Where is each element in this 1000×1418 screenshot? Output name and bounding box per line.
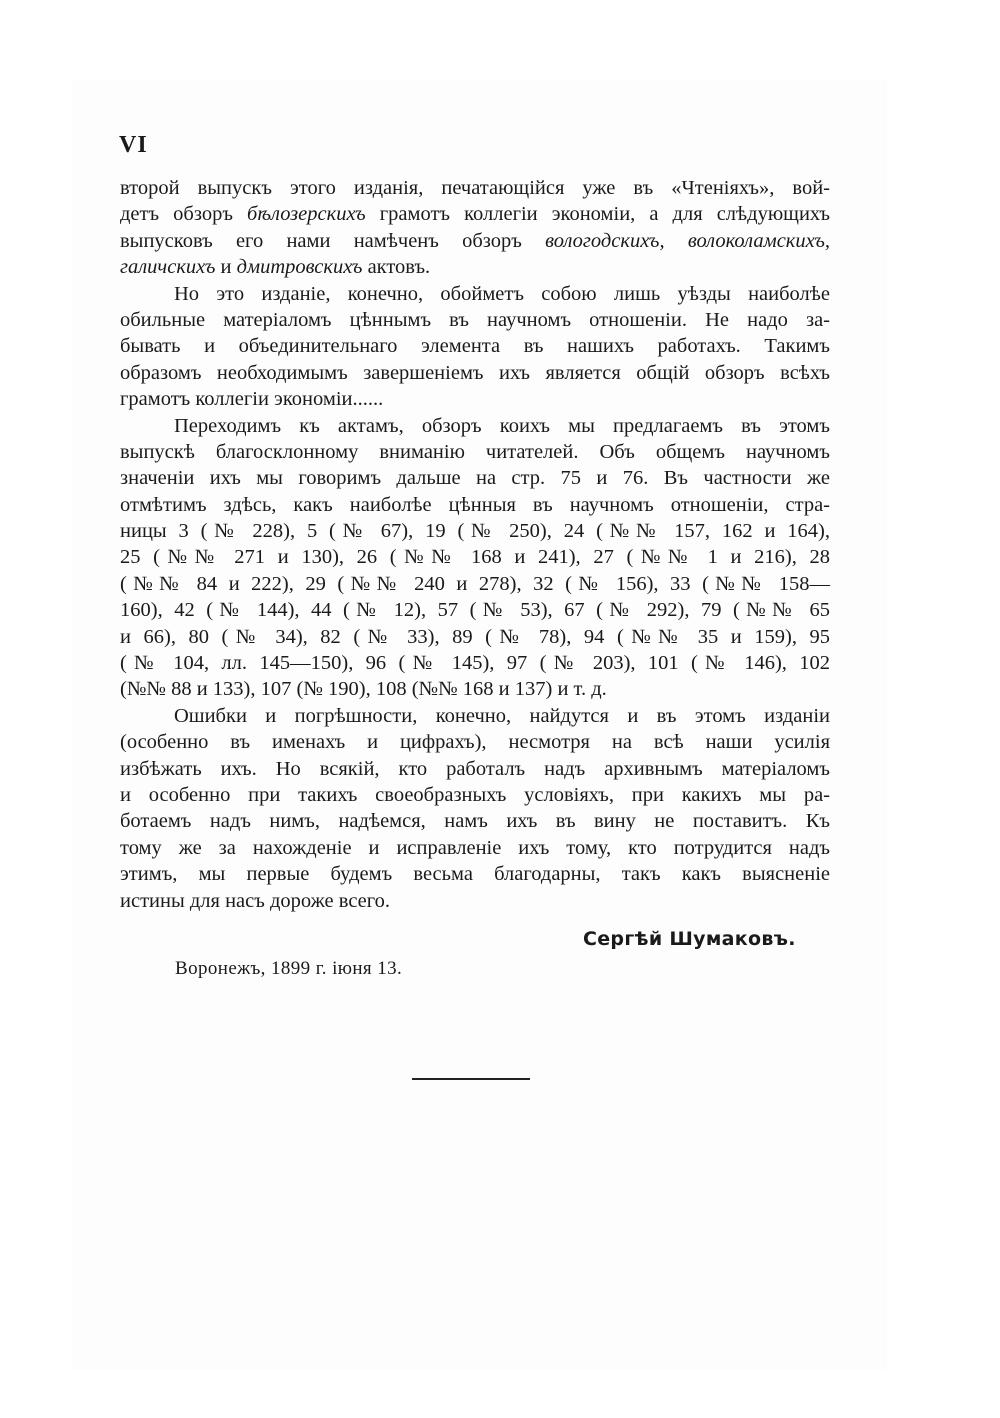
- text-line: Ошибки и погрѣшности, конечно, найдутся и въ этомъ изданіи: [174, 704, 830, 727]
- paragraph-2: [120, 281, 830, 413]
- text-line: Переходимъ къ актамъ, обзоръ коихъ мы предлагаемъ въ этомъ: [174, 414, 830, 437]
- paragraph-1: [120, 175, 830, 281]
- text-line: (№№ 84 и 222), 29 (№№ 240 и 278), 32 (№ 156), 33 (№№ 158—: [120, 572, 830, 595]
- text-line: бывать и объединительнаго элемента въ нашихъ работахъ. Такимъ: [120, 335, 830, 358]
- text-line: второй выпускъ этого изданія, печатающійся уже въ «Чтеніяхъ», вой-: [120, 177, 830, 199]
- text-line: ницы 3 (№ 228), 5 (№ 67), 19 (№ 250), 24 (№№ 157, 162 и 164),: [120, 520, 830, 543]
- text-line: (особенно въ именахъ и цифрахъ), несмотря на всѣ наши усилія: [120, 731, 830, 754]
- text-line: выпусковъ его нами намѣченъ обзоръ вологодскихъ, волоколамскихъ,: [120, 229, 830, 252]
- text-line: грамотъ коллегіи экономіи......: [120, 388, 384, 411]
- text-line: 160), 42 (№ 144), 44 (№ 12), 57 (№ 53), 67 (№ 292), 79 (№№ 65: [120, 599, 830, 622]
- text-line: образомъ необходимымъ завершеніемъ ихъ является общій обзоръ всѣхъ: [120, 361, 830, 384]
- page-number: VI: [119, 132, 148, 158]
- text-line: выпускѣ благосклонному вниманію читателей. Объ общемъ научномъ: [120, 440, 830, 463]
- text-line: значеніи ихъ мы говоримъ дальше на стр. 75 и 76. Въ частности же: [120, 467, 830, 490]
- place-and-date: Воронежъ, 1899 г. іюня 13.: [175, 958, 403, 979]
- text-line: избѣжать ихъ. Но всякій, кто работалъ надъ архивнымъ матеріаломъ: [120, 757, 830, 780]
- body-text: [120, 175, 830, 914]
- paragraph-3: [120, 413, 830, 703]
- text-line: галичскихъ и дмитровскихъ актовъ.: [120, 256, 431, 279]
- text-line: и 66), 80 (№ 34), 82 (№ 33), 89 (№ 78), 94 (№№ 35 и 159), 95: [120, 625, 830, 648]
- text-line: отмѣтимъ здѣсь, какъ наиболѣе цѣнныя въ научномъ отношеніи, стра-: [120, 493, 830, 516]
- text-line: (№ 104, лл. 145—150), 96 (№ 145), 97 (№ 203), 101 (№ 146), 102: [120, 652, 830, 675]
- closing-rule: [412, 1078, 530, 1080]
- text-line: ботаемъ надъ нимъ, надѣемся, намъ ихъ въ вину не поставитъ. Къ: [120, 810, 830, 833]
- paragraph-4: [120, 703, 830, 914]
- text-line: этимъ, мы первые будемъ весьма благодарны, такъ какъ выясненіе: [120, 863, 830, 886]
- text-line: 25 (№№ 271 и 130), 26 (№№ 168 и 241), 27 (№№ 1 и 216), 28: [120, 546, 830, 569]
- text-line: обильные матеріаломъ цѣннымъ въ научномъ отношеніи. Не надо за-: [120, 308, 830, 331]
- text-line: детъ обзоръ бѣлозерскихъ грамотъ коллегіи экономіи, а для слѣдующихъ: [120, 203, 830, 226]
- text-line: (№№ 88 и 133), 107 (№ 190), 108 (№№ 168 и 137) и т. д.: [120, 678, 607, 701]
- author-signature: Сергѣй Шумаковъ.: [583, 928, 796, 950]
- text-line: истины для насъ дороже всего.: [120, 889, 391, 912]
- text-line: тому же за нахожденіе и исправленіе ихъ тому, кто потрудится надъ: [120, 836, 830, 859]
- text-line: и особенно при такихъ своеобразныхъ условіяхъ, при какихъ мы ра-: [120, 783, 830, 806]
- text-line: Но это изданіе, конечно, обойметъ собою лишь уѣзды наиболѣе: [174, 282, 830, 305]
